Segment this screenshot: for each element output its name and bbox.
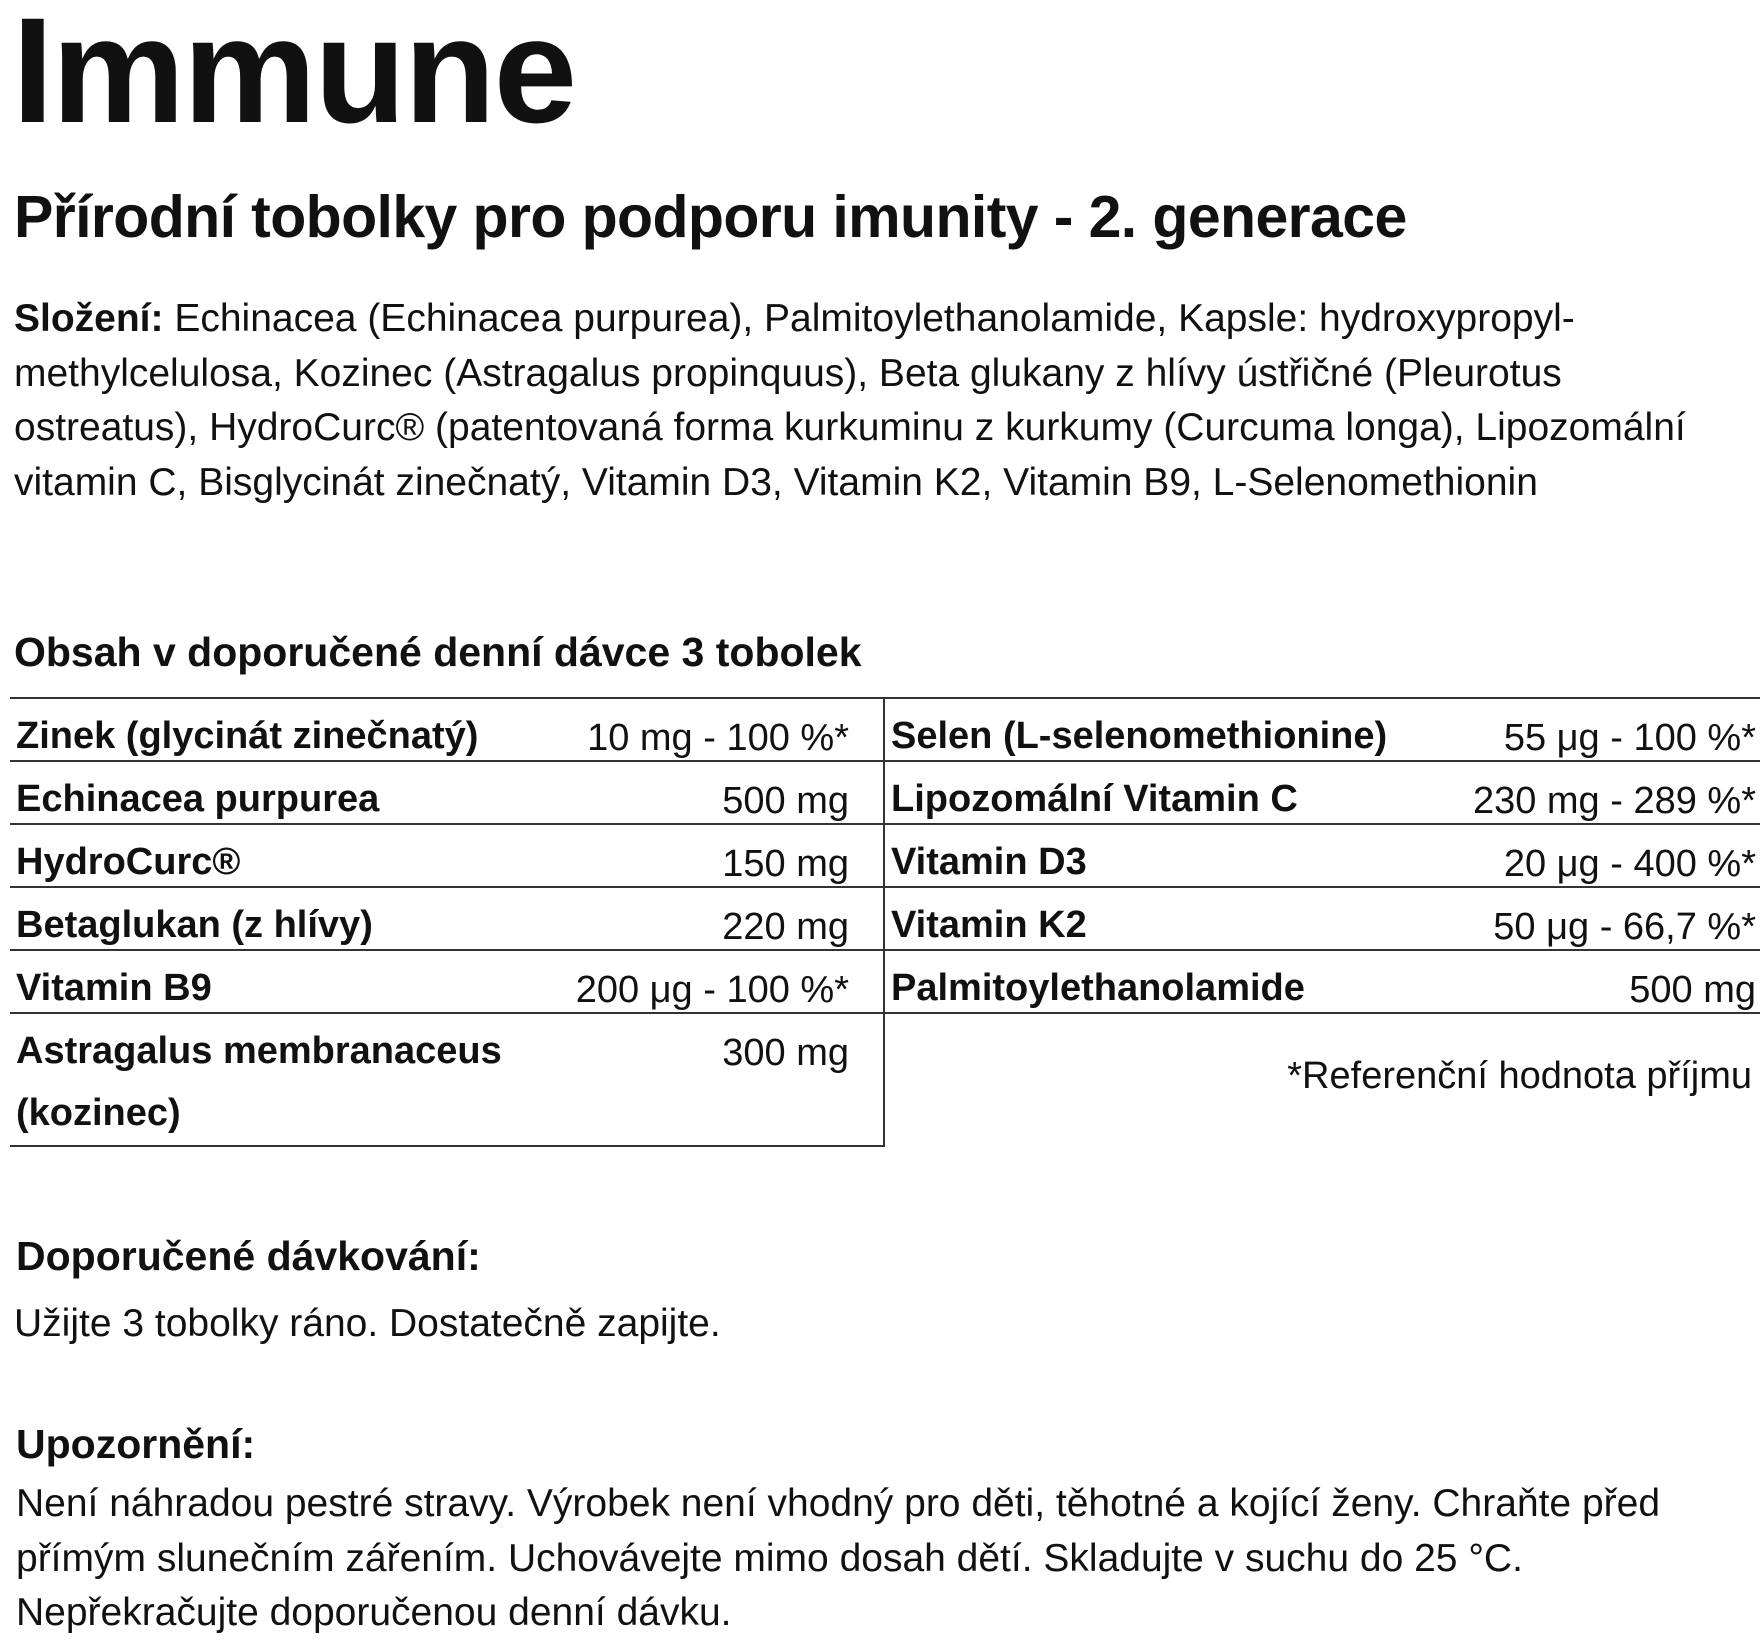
ingredient-amount: 500 mg (1629, 969, 1756, 1011)
ingredient-amount: 300 mg (722, 1032, 849, 1074)
ingredient-amount: 50 μg - 66,7 %* (1493, 906, 1756, 948)
ingredient-name: Vitamin K2 (891, 904, 1087, 946)
ingredient-amount: 500 mg (722, 780, 849, 822)
table-row (885, 951, 1760, 1014)
table-row (10, 1014, 883, 1141)
ingredient-amount: 55 μg - 100 %* (1503, 717, 1756, 759)
ingredient-amount: 230 mg - 289 %* (1472, 780, 1756, 822)
nutrition-table (10, 697, 1760, 1147)
table-row (10, 825, 883, 888)
table-row (885, 762, 1760, 825)
reference-intake-footnote: *Referenční hodnota příjmu (1287, 1055, 1752, 1097)
composition-paragraph (14, 292, 1744, 510)
ingredient-amount: 10 mg - 100 %* (587, 717, 849, 759)
ingredient-name: Betaglukan (z hlívy) (16, 904, 373, 946)
ingredient-name: Vitamin D3 (891, 841, 1087, 883)
nutrition-column-right (885, 699, 1760, 1097)
table-row (885, 888, 1760, 951)
nutrition-table-heading: Obsah v doporučené denní dávce 3 tobolek (14, 629, 862, 675)
ingredient-name: Palmitoylethanolamide (891, 967, 1305, 1009)
dosage-text: Užijte 3 tobolky ráno. Dostatečně zapijte. (14, 1302, 721, 1345)
ingredient-amount: 200 μg - 100 %* (575, 969, 849, 1011)
table-row (10, 762, 883, 825)
warning-text: Není náhradou pestré stravy. Výrobek není vhodný pro děti, těhotné a kojící ženy. Chraňte před přímým slunečním zářením. Uchovávejte mimo dosah dětí. Skladujte v suchu do 25 °C. Nepřekračujte doporučenou denní dávku. (16, 1482, 1661, 1634)
table-row (10, 888, 883, 951)
nutrition-column-left (10, 699, 885, 1147)
ingredient-name: Selen (L-selenomethionine) (891, 715, 1388, 757)
table-row (10, 699, 883, 762)
ingredient-name: HydroCurc® (16, 841, 241, 883)
dosage-title: Doporučené dávkování: (16, 1233, 481, 1279)
ingredient-name: Lipozomální Vitamin C (891, 778, 1298, 820)
table-row (885, 825, 1760, 888)
ingredient-amount: 220 mg (722, 906, 849, 948)
ingredient-name: Echinacea purpurea (16, 778, 380, 820)
product-title: Immune (12, 0, 576, 154)
ingredient-name: Zinek (glycinát zinečnatý) (16, 715, 479, 757)
ingredient-amount: 150 mg (722, 843, 849, 885)
table-row (10, 951, 883, 1014)
product-subtitle: Přírodní tobolky pro podporu imunity - 2. generace (14, 184, 1407, 250)
warning-title: Upozornění: (16, 1421, 256, 1467)
ingredient-name: Vitamin B9 (16, 967, 212, 1009)
composition-text: Echinacea (Echinacea purpurea), Palmitoylethanolamide, Kapsle: hydroxypropylmethylcelulosa, Kozinec (Astragalus propinquus), Beta glukany z hlívy ústřičné (Pleurotus ostreatus), HydroCurc® (patentovaná forma kurkuminu z kurkumy (Curcuma longa), Lipozomální vitamin C, Bisglycinát zinečnatý, Vitamin D3, Vitamin K2, Vitamin B9, L-Selenomethionin (14, 297, 1686, 504)
table-row (885, 699, 1760, 762)
ingredient-amount: 20 μg - 400 %* (1503, 843, 1756, 885)
ingredient-name: Astragalus membranaceus (kozinec) (16, 1030, 502, 1134)
composition-label: Složení: (14, 297, 164, 340)
